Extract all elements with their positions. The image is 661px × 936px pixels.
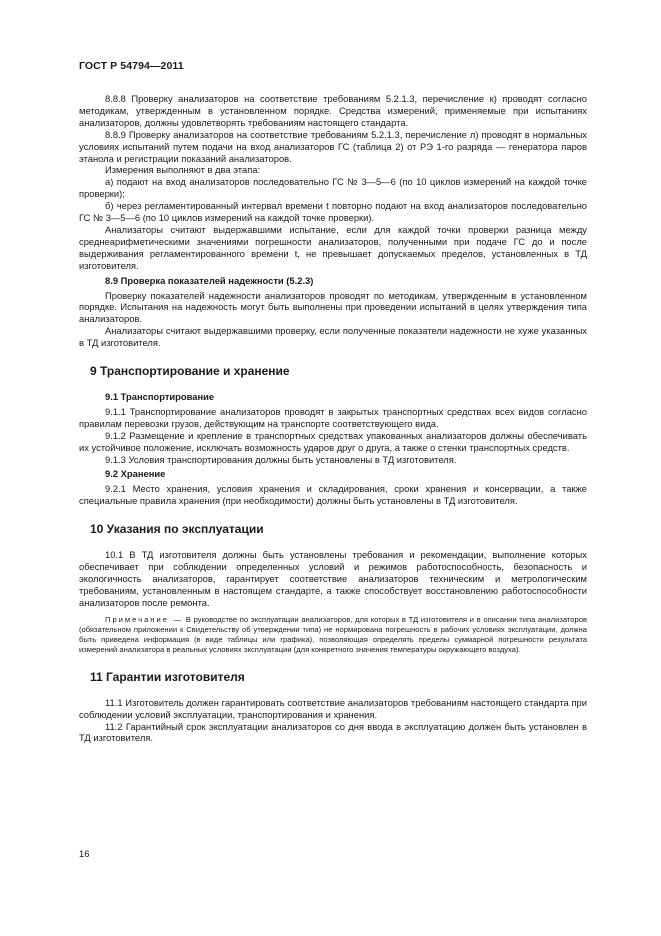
note-paragraph xyxy=(79,615,587,655)
subsection-heading: 9.2 Хранение xyxy=(105,468,166,480)
paragraph: 10.1 В ТД изготовителя должны быть установлены требования и рекомендации, выполнение которых обеспечивает при соблюдении определенных условий и режимов работоспособность, безопасность и экологичность анализаторов, гарантирует соответствие анализаторов техническим и метрологическим требованиям, установленным в настоящем стандарте, а также способствует восстановлению работоспособности анализаторов после ремонта. xyxy=(79,549,587,608)
note-text: В руководстве по эксплуатации анализаторов, для которых в ТД изготовителя и в описании типа анализаторов (обязательном приложении к Свидетельству об утверждении типа) не нормирована погрешность в рабочих условиях эксплуатации, должна быть приведена информация (в виде таблицы или графика), позволяющая определять пределы суммарной погрешности результата измерений анализатора в реальных условиях эксплуатации (для конкретного значения температуры окружающего воздуха). xyxy=(79,614,587,654)
paragraph: 9.2.1 Место хранения, условия хранения и складирования, сроки хранения и консервации, а также специальные правила хранения (при необходимости) должны быть установлены в ТД изготовителя. xyxy=(79,483,587,507)
section-heading: 11 Гарантии изготовителя xyxy=(90,669,245,684)
paragraph: 8.8.8 Проверку анализаторов на соответствие требованиям 5.2.1.3, перечисление к) проводят согласно методикам, утвержденным в установленном порядке. Средства измерений, применяемые при испытаниях анализаторов, должны удовлетворять требованиям настоящего стандарта. xyxy=(79,93,587,128)
page xyxy=(79,60,587,744)
paragraph: Измерения выполняют в два этапа: xyxy=(105,164,261,176)
paragraph: 9.1.3 Условия транспортирования должны быть установлены в ТД изготовителя. xyxy=(105,453,457,465)
section-heading: 10 Указания по эксплуатации xyxy=(90,522,264,537)
paragraph: 8.8.9 Проверку анализаторов на соответствие требованиям 5.2.1.3, перечисление л) проводят в нормальных условиях испытаний путем подачи на вход анализаторов ГС (таблица 2) от РЭ 1-го разряда — генератора паров этанола и регистрации показаний анализаторов. xyxy=(79,128,587,164)
paragraph: Анализаторы считают выдержавшими проверку, если полученные показатели надежности не хуже указанных в ТД изготовителя. xyxy=(79,325,587,349)
page-number: 16 xyxy=(79,848,90,859)
subsection-heading: 8.9 Проверка показателей надежности (5.2.3) xyxy=(105,274,314,286)
paragraph: б) через регламентированный интервал времени t повторно подают на вход анализаторов последовательно ГС № 3—5—6 (по 10 циклов измерений на каждой точке проверки). xyxy=(79,200,587,224)
paragraph: а) подают на вход анализаторов последовательно ГС № 3—5—6 (по 10 циклов измерений на каждой точке проверки); xyxy=(79,176,587,200)
paragraph: Анализаторы считают выдержавшими испытание, если для каждой точки проверки разница между среднеарифметическими значениями погрешности анализаторов, полученными при подаче ГС до и после выдерживания регламентированного времени t, не превышает допускаемых пределов, установленных в ТД изготовителя. xyxy=(79,223,587,271)
paragraph: 11.2 Гарантийный срок эксплуатации анализаторов со дня ввода в эксплуатацию должен быть установлен в ТД изготовителя. xyxy=(79,720,587,744)
subsection-heading: 9.1 Транспортирование xyxy=(105,391,215,403)
document-header: ГОСТ Р 54794—2011 xyxy=(79,60,184,72)
paragraph: 11.1 Изготовитель должен гарантировать соответствие анализаторов требованиям настоящего стандарта при соблюдении условий эксплуатации, транспортирования и хранения. xyxy=(79,696,587,720)
paragraph: Проверку показателей надежности анализаторов проводят по методикам, утвержденным в установленном порядке. Испытания на надежность могут быть выполнены при проведении испытаний в целях утверждения типа анализаторов. xyxy=(79,289,587,325)
document-body xyxy=(79,93,587,744)
paragraph: 9.1.2 Размещение и крепление в транспортных средствах упакованных анализаторов должны обеспечивать их устойчивое положение, исключать возможность ударов друг о друга, а также о стенки транспортных средств. xyxy=(79,429,587,453)
paragraph: 9.1.1 Транспортирование анализаторов проводят в закрытых транспортных средствах всех видов согласно правилам перевозки грузов, действующим на транспорте соответствующего вида. xyxy=(79,405,587,429)
note-label: Примечание — xyxy=(105,614,184,624)
section-heading: 9 Транспортирование и хранение xyxy=(90,364,290,379)
